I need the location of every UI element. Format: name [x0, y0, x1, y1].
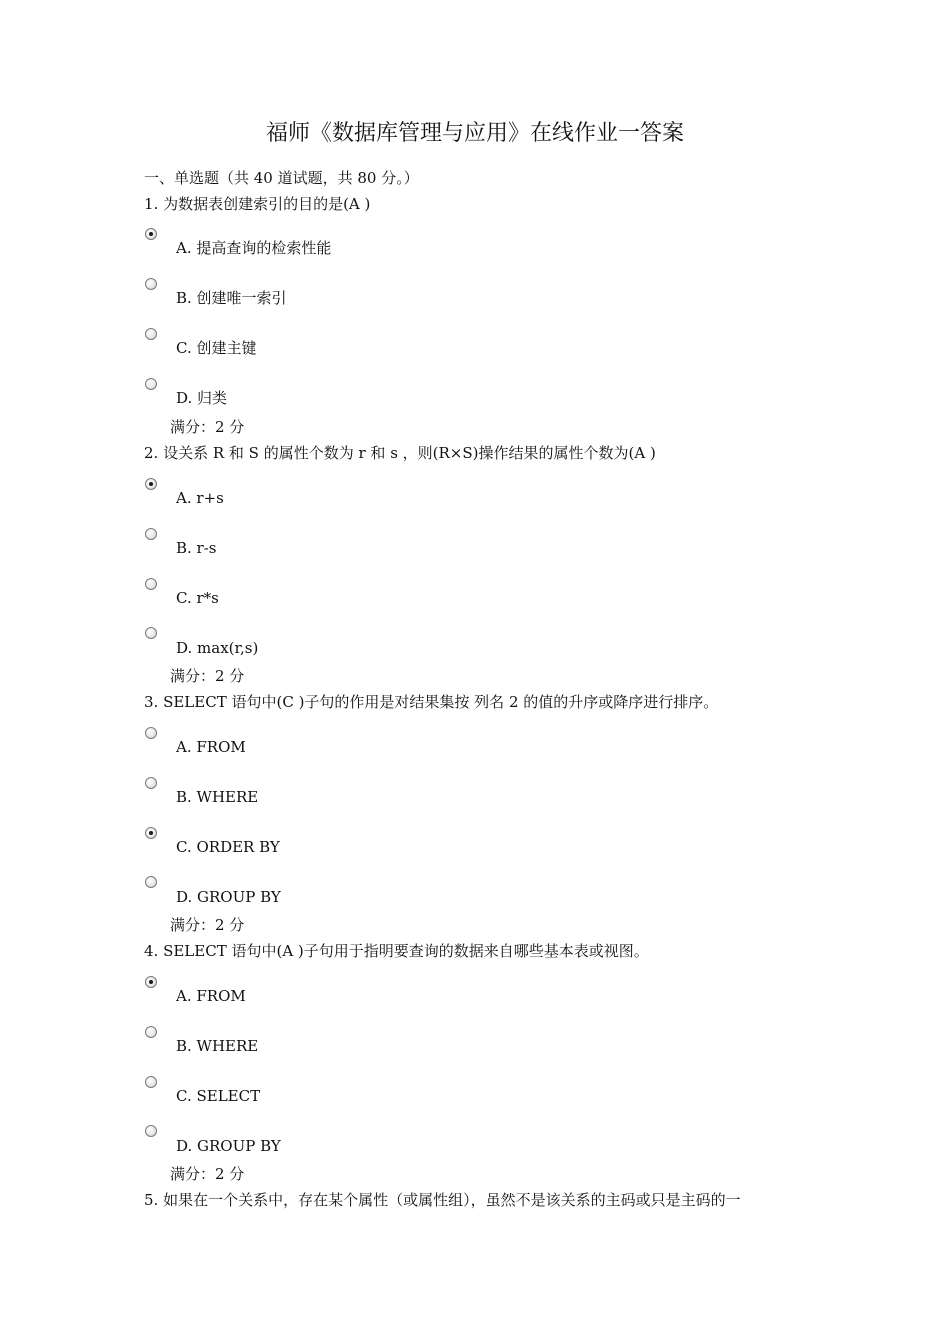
q4-option-a-radio[interactable] [145, 976, 157, 988]
question-2-text: 2. 设关系 R 和 S 的属性个数为 r 和 s ，则(R×S)操作结果的属性个数为(A ) [144, 444, 656, 462]
q4-score: 满分：2 分 [170, 1165, 245, 1183]
q1-option-d-label: D. 归类 [176, 389, 228, 407]
q3-option-b-label: B. WHERE [176, 788, 259, 806]
q4-option-b-radio[interactable] [145, 1026, 157, 1038]
q2-option-b-radio[interactable] [145, 528, 157, 540]
q4-option-c-label: C. SELECT [176, 1087, 261, 1105]
question-3-text: 3. SELECT 语句中(C )子句的作用是对结果集按 列名 2 的值的升序或降序进行排序。 [144, 693, 719, 711]
radio-dot [149, 482, 153, 486]
q3-option-a-radio[interactable] [145, 727, 157, 739]
q3-option-a-label: A. FROM [176, 738, 246, 756]
radio-dot [149, 232, 153, 236]
q4-option-d-label: D. GROUP BY [176, 1137, 281, 1155]
q3-option-b-radio[interactable] [145, 777, 157, 789]
q2-option-a-radio[interactable] [145, 478, 157, 490]
radio-dot [149, 831, 153, 835]
question-1-text: 1. 为数据表创建索引的目的是(A ) [144, 195, 371, 213]
q3-option-c-label: C. ORDER BY [176, 838, 280, 856]
document-title: 福师《数据库管理与应用》在线作业一答案 [265, 121, 684, 146]
section-heading: 一、单选题（共 40 道试题，共 80 分。） [144, 169, 419, 187]
q1-option-c-label: C. 创建主键 [176, 339, 257, 357]
q2-option-d-label: D. max(r,s) [176, 639, 259, 657]
q1-score: 满分：2 分 [170, 418, 245, 436]
q4-option-d-radio[interactable] [145, 1125, 157, 1137]
q1-option-b-label: B. 创建唯一索引 [176, 289, 287, 307]
radio-dot [149, 980, 153, 984]
q1-option-b-radio[interactable] [145, 278, 157, 290]
q2-option-a-label: A. r+s [176, 489, 224, 507]
question-5-text: 5. 如果在一个关系中，存在某个属性（或属性组），虽然不是该关系的主码或只是主码的一 [144, 1191, 741, 1209]
q1-option-a-radio[interactable] [145, 228, 157, 240]
q3-option-d-radio[interactable] [145, 876, 157, 888]
q4-option-a-label: A. FROM [176, 987, 246, 1005]
q3-score: 满分：2 分 [170, 916, 245, 934]
q2-option-b-label: B. r-s [176, 539, 217, 557]
question-4-text: 4. SELECT 语句中(A )子句用于指明要查询的数据来自哪些基本表或视图。 [144, 942, 649, 960]
q2-option-c-radio[interactable] [145, 578, 157, 590]
q1-option-c-radio[interactable] [145, 328, 157, 340]
q3-option-d-label: D. GROUP BY [176, 888, 281, 906]
q1-option-a-label: A. 提高查询的检索性能 [176, 239, 332, 257]
q3-option-c-radio[interactable] [145, 827, 157, 839]
q2-score: 满分：2 分 [170, 667, 245, 685]
q4-option-b-label: B. WHERE [176, 1037, 259, 1055]
q1-option-d-radio[interactable] [145, 378, 157, 390]
q2-option-c-label: C. r*s [176, 589, 219, 607]
q4-option-c-radio[interactable] [145, 1076, 157, 1088]
q2-option-d-radio[interactable] [145, 627, 157, 639]
